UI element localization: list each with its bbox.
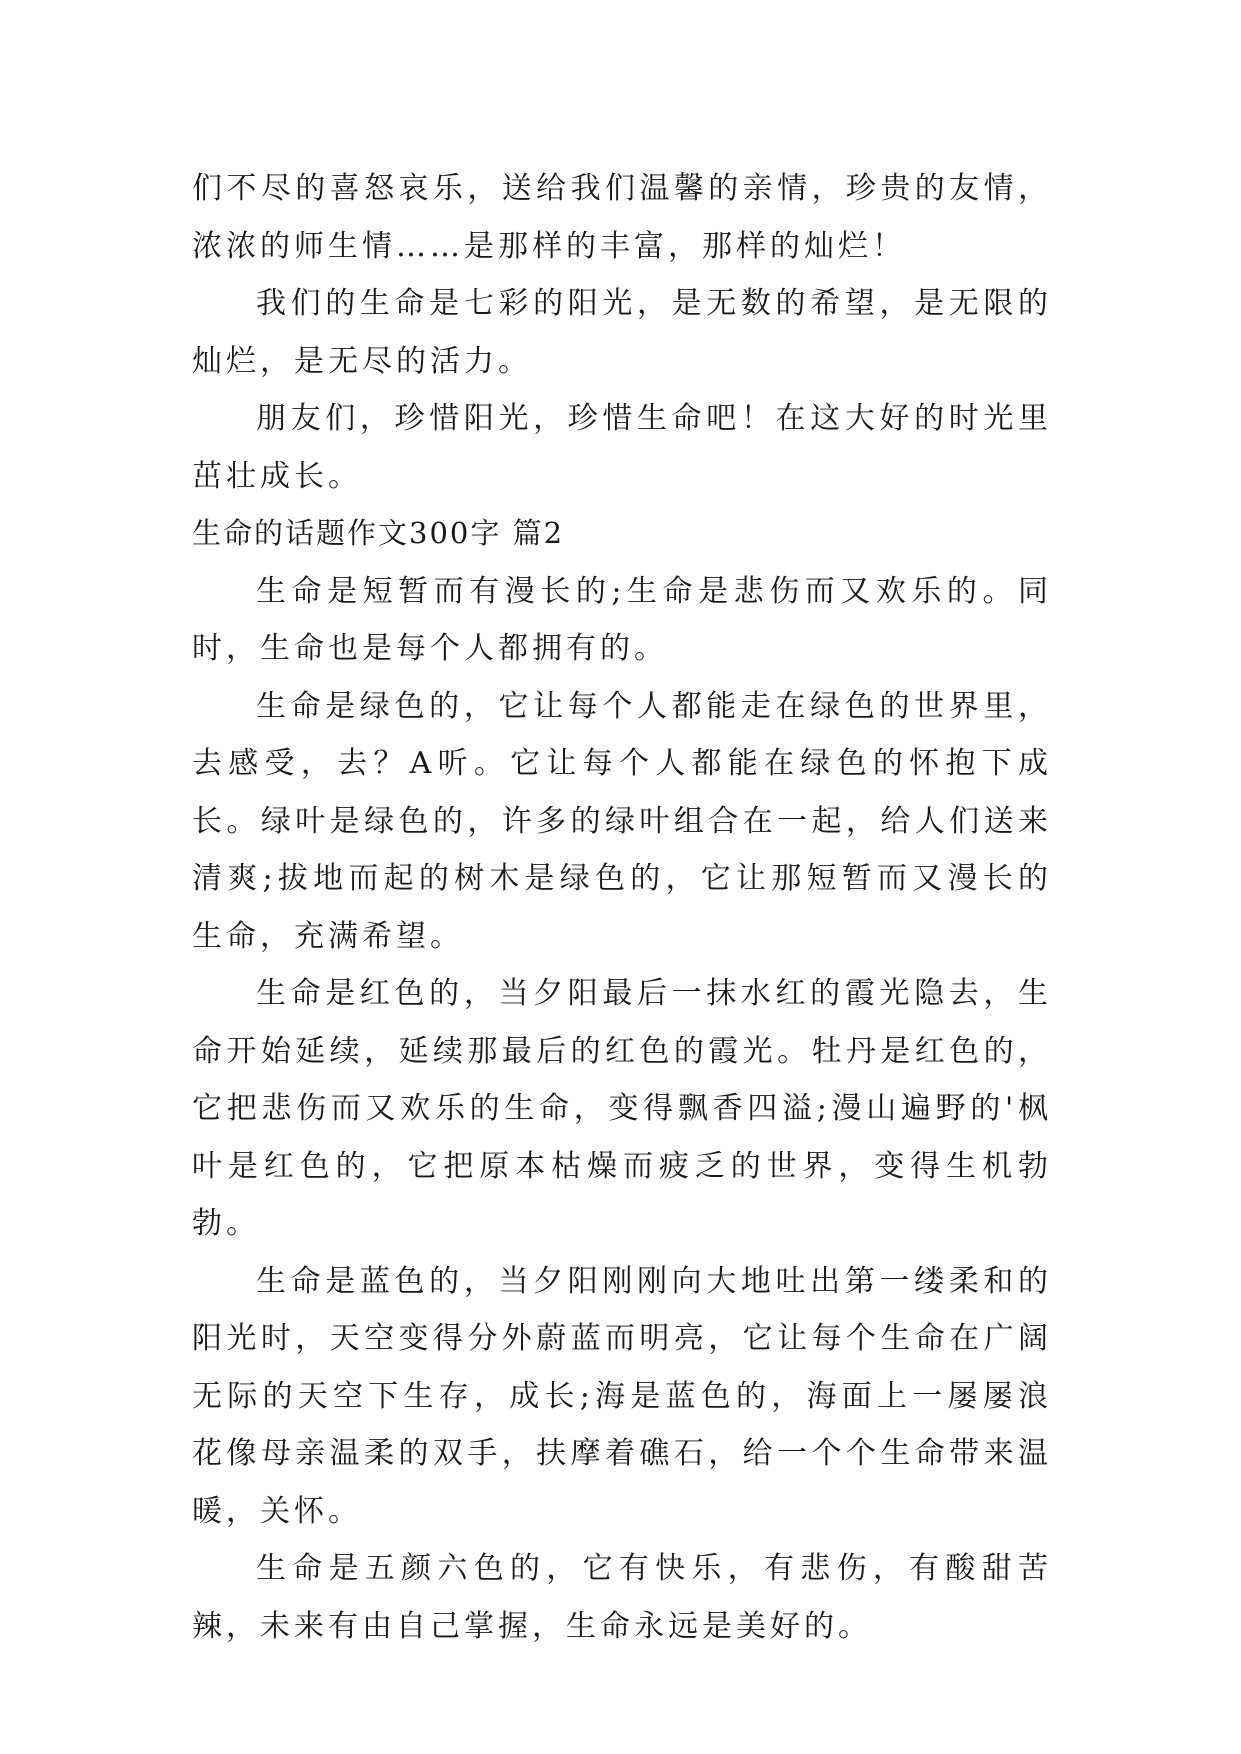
paragraph: 生命是绿色的，它让每个人都能走在绿色的世界里，去感受，去？A听。它让每个人都能在绿色的怀抱下成长。绿叶是绿色的，许多的绿叶组合在一起，给人们送来清爽;拔地而起的树木是绿色的，它让那短暂而又漫长的生命，充满希望。	[192, 688, 1052, 954]
paragraph: 生命是短暂而有漫长的;生命是悲伤而又欢乐的。同时，生命也是每个人都拥有的。	[192, 573, 1052, 666]
paragraph: 生命是红色的，当夕阳最后一抹水红的霞光隐去，生命开始延续，延续那最后的红色的霞光。牡丹是红色的，它把悲伤而又欢乐的生命，变得飘香四溢;漫山遍野的'枫叶是红色的，它把原本枯燥而疲乏的世界，变得生机勃勃。	[192, 976, 1052, 1241]
paragraph: 生命是蓝色的，当夕阳刚刚向大地吐出第一缕柔和的阳光时，天空变得分外蔚蓝而明亮，它让每个生命在广阔无际的天空下生存，成长;海是蓝色的，海面上一屡屡浪花像母亲温柔的双手，扶摩着礁石，给一个个生命带来温暖，关怀。	[192, 1263, 1052, 1529]
paragraph-continued: 们不尽的喜怒哀乐，送给我们温馨的亲情，珍贵的友情，浓浓的师生情……是那样的丰富，那样的灿烂！	[192, 171, 1052, 264]
paragraph: 朋友们，珍惜阳光，珍惜生命吧！在这大好的时光里茁壮成长。	[192, 401, 1052, 494]
section-heading: 生命的话题作文300字 篇2	[192, 516, 565, 550]
paragraph: 我们的生命是七彩的阳光，是无数的希望，是无限的灿烂，是无尽的活力。	[192, 286, 1052, 379]
paragraph: 生命是五颜六色的，它有快乐，有悲伤，有酸甜苦辣，未来有由自己掌握，生命永远是美好的。	[192, 1551, 1052, 1644]
document-page	[192, 160, 1052, 1655]
